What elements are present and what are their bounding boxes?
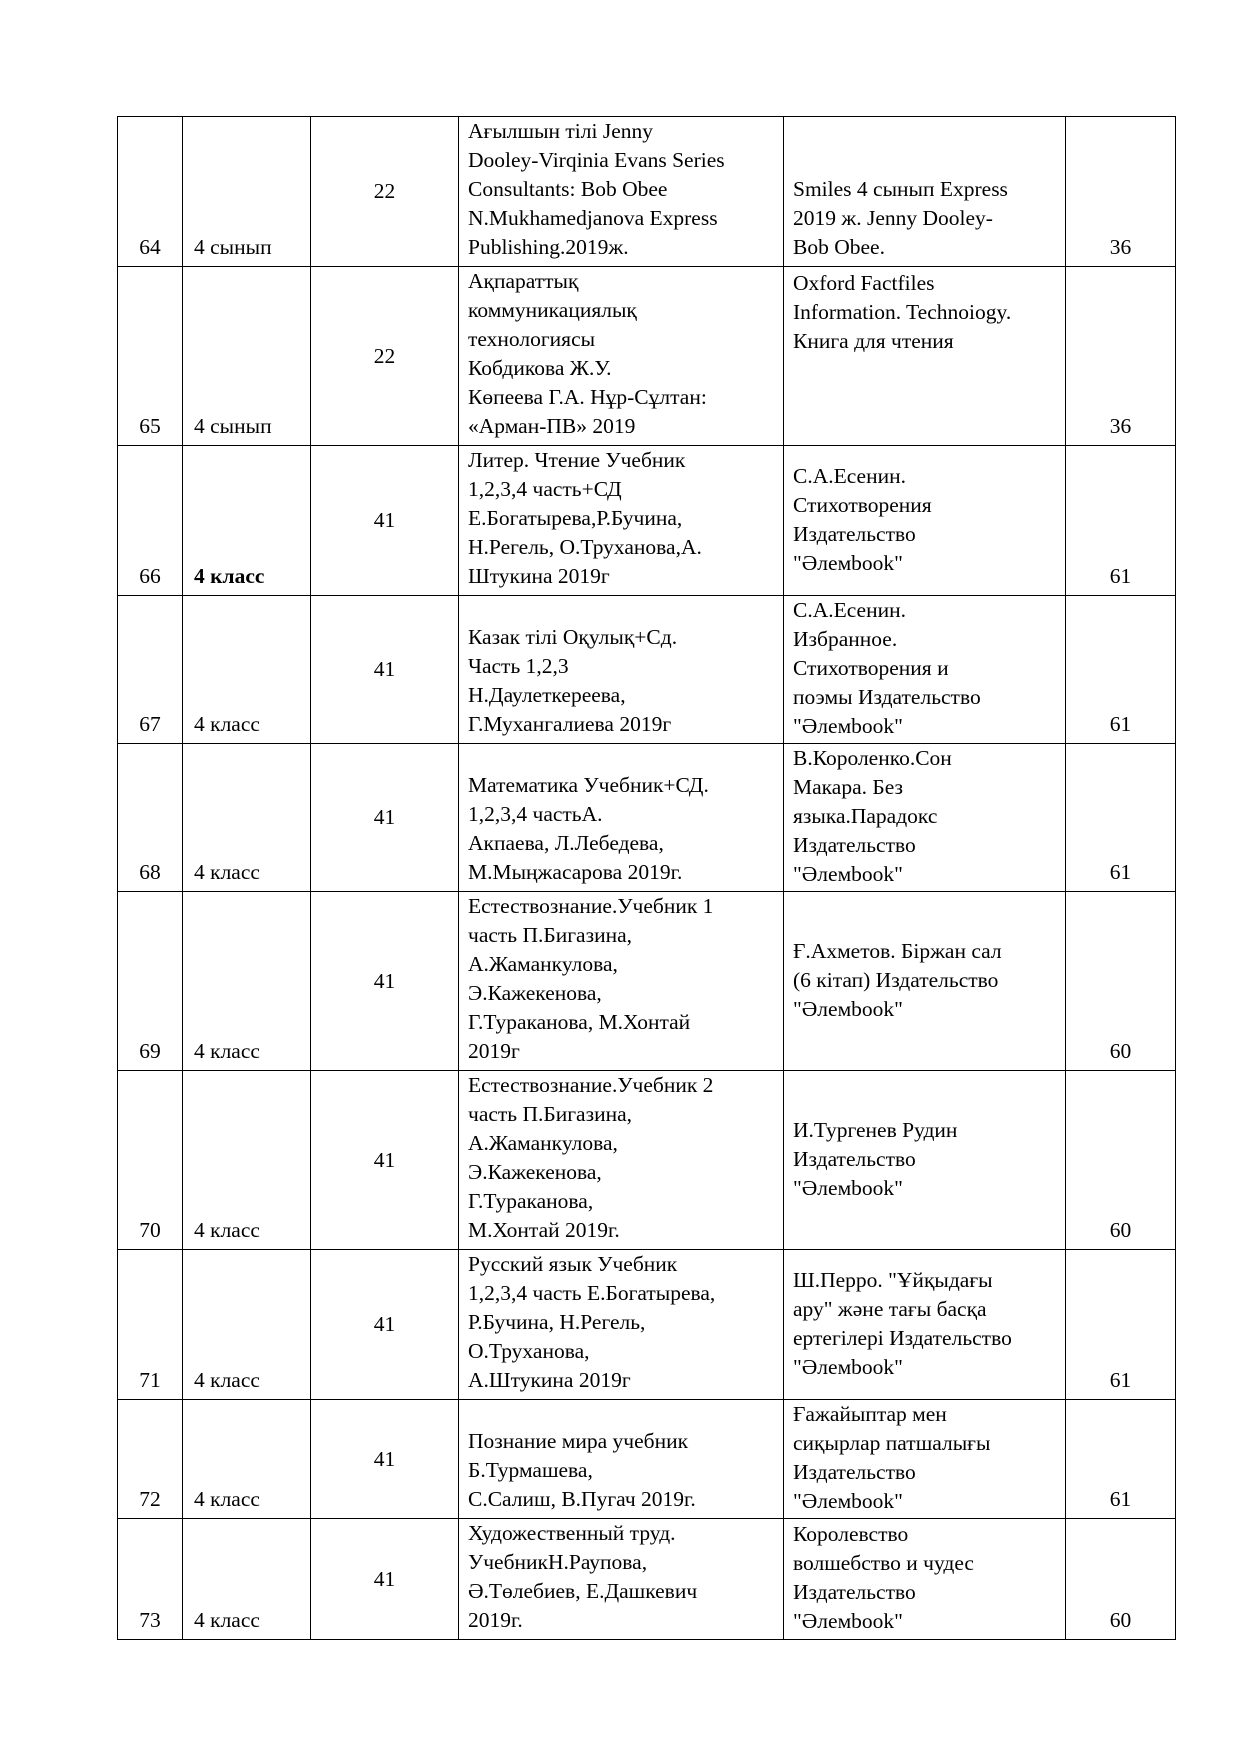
quantity-cell [311,1071,459,1250]
class-cell-text: 4 сынып [194,414,272,438]
class-cell [183,1519,311,1640]
book-title-cell [784,117,1066,267]
row-number-cell [118,1071,183,1250]
total-cell [1066,267,1176,446]
total-cell-text: 60 [1109,1218,1132,1242]
quantity-cell [311,117,459,267]
row-number-cell-text: 67 [139,712,161,736]
total-cell [1066,892,1176,1071]
total-cell [1066,1400,1176,1519]
quantity-cell-text: 22 [373,179,396,203]
textbook-cell [459,596,784,744]
class-cell-text: 4 класс [194,1608,260,1632]
table-body [118,117,1176,1640]
book-title-cell [784,1400,1066,1519]
table-row [118,446,1176,596]
textbook-cell-text: Ақпараттық коммуникациялық технологиясы Кобдикова Ж.У. Көпеева Г.А. Нұр-Сұлтан: «Арман-ПВ» 2019 [468,269,707,438]
textbook-cell-text: Познание мира учебник Б.Турмашева, С.Салиш, В.Пугач 2019г. [468,1429,696,1511]
row-number-cell [118,596,183,744]
quantity-cell-text: 41 [373,1566,396,1591]
textbook-cell [459,744,784,892]
row-number-cell [118,1250,183,1400]
quantity-cell [311,892,459,1071]
row-number-cell-text: 64 [139,235,161,259]
textbook-cell [459,1400,784,1519]
book-title-cell-text: Smiles 4 сынып Express 2019 ж. Jenny Dooley- Bob Obee. [793,177,1008,259]
total-cell-text: 61 [1109,1487,1132,1511]
quantity-cell [311,1400,459,1519]
book-title-cell-text: Ш.Перро. "Ұйқыдағы ару" және тағы басқа ертегілері Издательство "Әлемbook" [793,1267,1012,1379]
book-title-cell [784,744,1066,892]
total-cell-text: 61 [1109,564,1132,588]
quantity-cell-text: 41 [373,657,396,681]
row-number-cell [118,892,183,1071]
total-cell-text: 60 [1109,1039,1132,1063]
row-number-cell-text: 72 [139,1487,161,1511]
quantity-cell [311,744,459,892]
textbook-cell-text: Ағылшын тілі Jenny Dooley-Virqinia Evans Series Consultants: Bob Obee N.Mukhamedjanova Express Publishing.2019ж. [468,119,725,259]
quantity-cell-text: 41 [373,1446,396,1471]
textbook-cell-text: Художественный труд. УчебникН.Раупова, Ә.Төлебиев, Е.Дашкевич 2019г. [468,1521,698,1632]
total-cell-text: 36 [1109,414,1132,438]
table-row [118,1519,1176,1640]
class-cell-text: 4 класс [194,860,260,884]
textbook-cell [459,267,784,446]
table-row [118,1071,1176,1250]
book-list-table [117,116,1176,1640]
textbook-cell-text: Литер. Чтение Учебник 1,2,3,4 часть+СД Е.Богатырева,Р.Бучина, Н.Регель, О.Труханова,А. Штукина 2019г [468,448,702,588]
book-title-cell-text: Королевство волшебство и чудес Издательство "Әлемbook" [793,1522,974,1633]
total-cell [1066,744,1176,892]
total-cell-text: 61 [1109,860,1132,884]
book-title-cell [784,1071,1066,1250]
book-title-cell [784,446,1066,596]
textbook-cell [459,1250,784,1400]
quantity-cell-text: 41 [373,805,396,829]
class-cell-text: 4 класс [194,1487,260,1511]
textbook-cell [459,1071,784,1250]
total-cell [1066,1519,1176,1640]
class-cell-text: 4 сынып [194,235,272,259]
table-row [118,267,1176,446]
table-row [118,596,1176,744]
quantity-cell [311,1519,459,1640]
total-cell [1066,596,1176,744]
quantity-cell [311,596,459,744]
book-title-cell-text: С.А.Есенин. Стихотворения Издательство "Әлемbook" [793,463,932,575]
class-cell-text: 4 класс [194,564,265,588]
quantity-cell-text: 22 [373,343,396,368]
class-cell [183,267,311,446]
textbook-cell [459,892,784,1071]
class-cell [183,446,311,596]
book-title-cell-text: Ғажайыптар мен сиқырлар патшалығы Издательство "Әлемbook" [793,1402,991,1513]
textbook-cell-text: Естествознание.Учебник 2 часть П.Бигазина, А.Жаманкулова, Э.Кажекенова, Г.Тураканова, М.Хонтай 2019г. [468,1073,714,1242]
textbook-cell-text: Математика Учебник+СД. 1,2,3,4 частьА. Акпаева, Л.Лебедева, М.Мыңжасарова 2019г. [468,773,709,884]
quantity-cell [311,1250,459,1400]
class-cell-text: 4 класс [194,1368,260,1392]
table-row [118,1250,1176,1400]
row-number-cell-text: 70 [139,1218,161,1242]
class-cell [183,1071,311,1250]
row-number-cell-text: 73 [139,1608,161,1632]
class-cell [183,744,311,892]
book-title-cell-text: С.А.Есенин. Избранное. Стихотворения и поэмы Издательство "Әлемbook" [793,598,981,738]
row-number-cell [118,267,183,446]
book-title-cell [784,892,1066,1071]
total-cell-text: 36 [1109,235,1132,259]
textbook-cell-text: Естествознание.Учебник 1 часть П.Бигазина, А.Жаманкулова, Э.Кажекенова, Г.Тураканова, М.Хонтай 2019г [468,894,714,1063]
book-title-cell [784,1519,1066,1640]
row-number-cell [118,744,183,892]
row-number-cell [118,1400,183,1519]
class-cell-text: 4 класс [194,712,260,736]
total-cell-text: 60 [1109,1608,1132,1632]
class-cell [183,1400,311,1519]
quantity-cell-text: 41 [373,1312,396,1336]
book-title-cell-text: И.Тургенев Рудин Издательство "Әлемbook" [793,1117,958,1200]
class-cell [183,117,311,267]
row-number-cell-text: 71 [139,1368,161,1392]
total-cell [1066,446,1176,596]
quantity-cell [311,446,459,596]
table-row [118,744,1176,892]
textbook-cell [459,1519,784,1640]
textbook-cell [459,446,784,596]
row-number-cell [118,1519,183,1640]
total-cell-text: 61 [1109,712,1132,736]
book-title-cell [784,1250,1066,1400]
class-cell [183,596,311,744]
table-row [118,117,1176,267]
book-title-cell [784,596,1066,744]
row-number-cell-text: 65 [139,414,161,438]
book-title-cell-text: Oxford Factfiles Information. Technoiogy. Книга для чтения [793,271,1012,353]
row-number-cell-text: 68 [139,860,161,884]
total-cell [1066,1250,1176,1400]
row-number-cell-text: 66 [139,564,161,588]
textbook-cell [459,117,784,267]
table-row [118,1400,1176,1519]
textbook-cell-text: Русский язык Учебник 1,2,3,4 часть Е.Богатырева, Р.Бучина, Н.Регель, О.Труханова, А.Штукина 2019г [468,1252,716,1392]
table-row [118,892,1176,1071]
book-title-cell [784,267,1066,446]
textbook-cell-text: Казак тілі Оқулық+Сд. Часть 1,2,3 Н.Даулеткереева, Г.Мухангалиева 2019г [468,625,678,736]
quantity-cell-text: 41 [373,1147,396,1172]
total-cell-text: 61 [1109,1368,1132,1392]
total-cell [1066,1071,1176,1250]
row-number-cell-text: 69 [139,1039,161,1063]
quantity-cell-text: 41 [373,508,396,532]
class-cell-text: 4 класс [194,1218,260,1242]
book-title-cell-text: В.Короленко.Сон Макара. Без языка.Парадокс Издательство "Әлемbook" [793,746,952,886]
row-number-cell [118,117,183,267]
row-number-cell [118,446,183,596]
class-cell [183,1250,311,1400]
quantity-cell-text: 41 [373,968,396,993]
book-title-cell-text: Ғ.Ахметов. Біржан сал (6 кітап) Издательство "Әлемbook" [793,938,1002,1021]
quantity-cell [311,267,459,446]
total-cell [1066,117,1176,267]
class-cell [183,892,311,1071]
class-cell-text: 4 класс [194,1039,260,1063]
